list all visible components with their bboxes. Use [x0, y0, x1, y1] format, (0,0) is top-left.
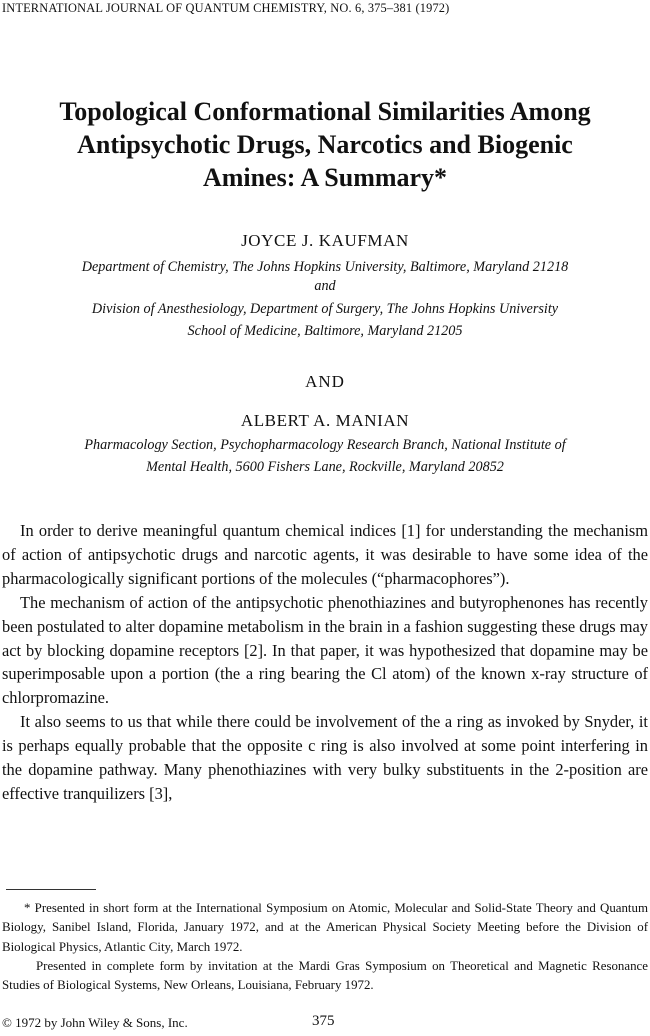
copyright: © 1972 by John Wiley & Sons, Inc. — [2, 1015, 188, 1030]
title-line-1: Topological Conformational Similarities Among — [59, 97, 591, 126]
affiliation-line: School of Medicine, Baltimore, Maryland 21205 — [187, 323, 463, 339]
author-1-affiliation-2 — [0, 298, 650, 342]
title-line-3: Amines: A Summary* — [202, 163, 448, 192]
footnote-2: Presented in complete form by invitation at the Mardi Gras Symposium on Theoretical and Magnetic Resonance Studies of Biological Systems, New Orleans, Louisiana, February 1972. — [2, 958, 648, 993]
paragraph-2: The mechanism of action of the antipsychotic phenothiazines and butyrophenones has recently been postulated to alter dopamine metabolism in the brain in a fashion suggesting these drugs may act by blocking dopamine receptors [2]. In that paper, it was hypothesized that dopamine may be superimposable upon a portion (the a ring bearing the Cl atom) of the known x-ray structure of chlorpromazine. — [2, 592, 648, 708]
paragraph-1: In order to derive meaningful quantum chemical indices [1] for understanding the mechanism of action of antipsychotic drugs and narcotic agents, it was desirable to have some idea of the pharmacologically significant portions of the molecules (“pharmacophores”). — [2, 521, 648, 588]
author-2-name: ALBERT A. MANIAN — [240, 411, 410, 430]
running-head: INTERNATIONAL JOURNAL OF QUANTUM CHEMISTRY, NO. 6, 375–381 (1972) — [2, 1, 450, 15]
author-1-affiliation-1 — [0, 256, 650, 278]
author-2-affiliation — [0, 434, 650, 478]
footnote-1: * Presented in short form at the International Symposium on Atomic, Molecular and Solid-State Theory and Quantum Biology, Sanibel Island, Florida, January 1972, and at the American Physical Society Meeting before the Division of Biological Physics, Atlantic City, March 1972. — [2, 901, 648, 954]
footnotes — [2, 899, 648, 995]
author-1-name: JOYCE J. KAUFMAN — [241, 231, 409, 250]
affiliation-line: Mental Health, 5600 Fishers Lane, Rockville, Maryland 20852 — [146, 459, 504, 475]
author-separator: AND — [305, 372, 345, 391]
affiliation-line: Pharmacology Section, Psychopharmacology Research Branch, National Institute of — [84, 437, 566, 453]
paper-title — [10, 95, 640, 194]
title-line-2: Antipsychotic Drugs, Narcotics and Biogenic — [77, 130, 573, 159]
body-text — [2, 519, 648, 806]
affiliation-line: Department of Chemistry, The Johns Hopkins University, Baltimore, Maryland 21218 — [81, 259, 569, 275]
affiliation-and: and — [314, 278, 336, 294]
footnote-rule — [6, 889, 96, 890]
affiliation-line: Division of Anesthesiology, Department of Surgery, The Johns Hopkins University — [91, 301, 559, 317]
page-number: 375 — [312, 1013, 335, 1029]
paragraph-3: It also seems to us that while there could be involvement of the a ring as invoked by Snyder, it is perhaps equally probable that the opposite c ring is also involved at some point interfering in the dopamine pathway. Many phenothiazines with very bulky substituents in the 2-position are effective tranquilizers [3], — [2, 712, 648, 803]
